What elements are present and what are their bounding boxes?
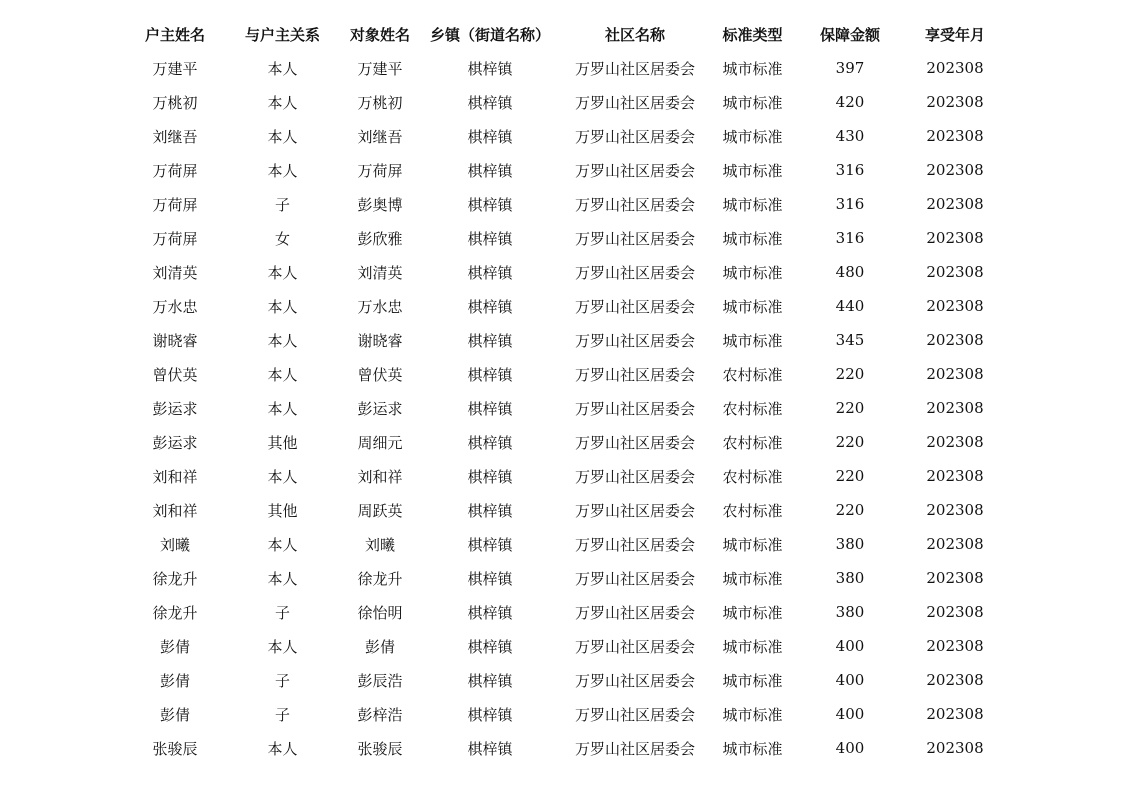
householder-name-cell: 曾伏英 bbox=[152, 365, 198, 384]
town-cell: 棋梓镇 bbox=[467, 297, 513, 316]
householder-name-cell: 徐龙升 bbox=[152, 603, 198, 622]
community-cell: 万罗山社区居委会 bbox=[574, 229, 695, 248]
householder-name-cell: 万荷屏 bbox=[152, 195, 198, 214]
relationship-cell: 子 bbox=[274, 705, 290, 724]
standard-type-cell: 城市标准 bbox=[722, 569, 783, 588]
relationship-cell: 本人 bbox=[267, 93, 298, 112]
recipient-name-cell: 徐龙升 bbox=[357, 569, 403, 588]
householder-name-cell: 万荷屏 bbox=[152, 229, 198, 248]
recipient-name-cell: 万桃初 bbox=[357, 93, 403, 112]
town-cell: 棋梓镇 bbox=[467, 59, 513, 78]
relationship-cell: 其他 bbox=[267, 433, 298, 452]
table-row bbox=[125, 153, 1005, 187]
town-cell: 棋梓镇 bbox=[467, 161, 513, 180]
amount-cell: 316 bbox=[835, 195, 865, 213]
year-month-cell: 202308 bbox=[926, 535, 984, 553]
year-month-cell: 202308 bbox=[926, 705, 984, 723]
standard-type-cell: 城市标准 bbox=[722, 671, 783, 690]
community-cell: 万罗山社区居委会 bbox=[574, 501, 695, 520]
householder-name-cell: 彭运求 bbox=[152, 399, 198, 418]
standard-type-cell: 城市标准 bbox=[722, 705, 783, 724]
year-month-cell: 202308 bbox=[926, 569, 984, 587]
town-cell: 棋梓镇 bbox=[467, 433, 513, 452]
table-row bbox=[125, 731, 1005, 765]
year-month-cell: 202308 bbox=[926, 161, 984, 179]
householder-name-cell: 刘继吾 bbox=[152, 127, 198, 146]
standard-type-cell: 农村标准 bbox=[722, 365, 783, 384]
amount-cell: 400 bbox=[835, 739, 865, 757]
header-amount: 保障金额 bbox=[819, 25, 880, 44]
standard-type-cell: 城市标准 bbox=[722, 637, 783, 656]
community-cell: 万罗山社区居委会 bbox=[574, 365, 695, 384]
householder-name-cell: 彭倩 bbox=[159, 637, 190, 656]
amount-cell: 380 bbox=[835, 535, 865, 553]
table-header bbox=[125, 17, 1005, 51]
year-month-cell: 202308 bbox=[926, 671, 984, 689]
community-cell: 万罗山社区居委会 bbox=[574, 127, 695, 146]
community-cell: 万罗山社区居委会 bbox=[574, 603, 695, 622]
standard-type-cell: 城市标准 bbox=[722, 603, 783, 622]
relationship-cell: 其他 bbox=[267, 501, 298, 520]
amount-cell: 220 bbox=[835, 399, 865, 417]
header-community: 社区名称 bbox=[604, 25, 665, 44]
year-month-cell: 202308 bbox=[926, 501, 984, 519]
recipient-name-cell: 周细元 bbox=[357, 433, 403, 452]
community-cell: 万罗山社区居委会 bbox=[574, 93, 695, 112]
year-month-cell: 202308 bbox=[926, 603, 984, 621]
header-relationship: 与户主关系 bbox=[244, 25, 320, 44]
table-row bbox=[125, 255, 1005, 289]
amount-cell: 400 bbox=[835, 671, 865, 689]
householder-name-cell: 万荷屏 bbox=[152, 161, 198, 180]
year-month-cell: 202308 bbox=[926, 229, 984, 247]
community-cell: 万罗山社区居委会 bbox=[574, 671, 695, 690]
amount-cell: 400 bbox=[835, 637, 865, 655]
town-cell: 棋梓镇 bbox=[467, 637, 513, 656]
householder-name-cell: 刘和祥 bbox=[152, 501, 198, 520]
standard-type-cell: 城市标准 bbox=[722, 161, 783, 180]
table-row bbox=[125, 459, 1005, 493]
year-month-cell: 202308 bbox=[926, 93, 984, 111]
town-cell: 棋梓镇 bbox=[467, 263, 513, 282]
amount-cell: 220 bbox=[835, 501, 865, 519]
standard-type-cell: 城市标准 bbox=[722, 195, 783, 214]
standard-type-cell: 城市标准 bbox=[722, 331, 783, 350]
table-row bbox=[125, 323, 1005, 357]
town-cell: 棋梓镇 bbox=[467, 501, 513, 520]
table-body bbox=[125, 51, 1005, 765]
year-month-cell: 202308 bbox=[926, 365, 984, 383]
year-month-cell: 202308 bbox=[926, 637, 984, 655]
community-cell: 万罗山社区居委会 bbox=[574, 535, 695, 554]
year-month-cell: 202308 bbox=[926, 433, 984, 451]
standard-type-cell: 城市标准 bbox=[722, 127, 783, 146]
relationship-cell: 本人 bbox=[267, 399, 298, 418]
recipient-name-cell: 彭运求 bbox=[357, 399, 403, 418]
amount-cell: 380 bbox=[835, 569, 865, 587]
table-row bbox=[125, 697, 1005, 731]
community-cell: 万罗山社区居委会 bbox=[574, 399, 695, 418]
relationship-cell: 本人 bbox=[267, 59, 298, 78]
amount-cell: 220 bbox=[835, 467, 865, 485]
table-row bbox=[125, 595, 1005, 629]
community-cell: 万罗山社区居委会 bbox=[574, 705, 695, 724]
householder-name-cell: 刘和祥 bbox=[152, 467, 198, 486]
table-row bbox=[125, 187, 1005, 221]
recipient-name-cell: 谢晓睿 bbox=[357, 331, 403, 350]
amount-cell: 420 bbox=[835, 93, 865, 111]
amount-cell: 380 bbox=[835, 603, 865, 621]
amount-cell: 397 bbox=[835, 59, 865, 77]
householder-name-cell: 张骏辰 bbox=[152, 739, 198, 758]
amount-cell: 480 bbox=[835, 263, 865, 281]
year-month-cell: 202308 bbox=[926, 297, 984, 315]
town-cell: 棋梓镇 bbox=[467, 705, 513, 724]
relationship-cell: 本人 bbox=[267, 569, 298, 588]
standard-type-cell: 城市标准 bbox=[722, 739, 783, 758]
community-cell: 万罗山社区居委会 bbox=[574, 195, 695, 214]
year-month-cell: 202308 bbox=[926, 467, 984, 485]
town-cell: 棋梓镇 bbox=[467, 229, 513, 248]
community-cell: 万罗山社区居委会 bbox=[574, 433, 695, 452]
header-year-month: 享受年月 bbox=[924, 25, 985, 44]
community-cell: 万罗山社区居委会 bbox=[574, 161, 695, 180]
recipient-name-cell: 彭奥博 bbox=[357, 195, 403, 214]
year-month-cell: 202308 bbox=[926, 127, 984, 145]
relationship-cell: 本人 bbox=[267, 297, 298, 316]
recipient-name-cell: 周跃英 bbox=[357, 501, 403, 520]
town-cell: 棋梓镇 bbox=[467, 195, 513, 214]
householder-name-cell: 彭运求 bbox=[152, 433, 198, 452]
householder-name-cell: 刘清英 bbox=[152, 263, 198, 282]
householder-name-cell: 徐龙升 bbox=[152, 569, 198, 588]
community-cell: 万罗山社区居委会 bbox=[574, 637, 695, 656]
householder-name-cell: 刘曦 bbox=[159, 535, 190, 554]
relationship-cell: 子 bbox=[274, 195, 290, 214]
standard-type-cell: 城市标准 bbox=[722, 59, 783, 78]
table-row bbox=[125, 493, 1005, 527]
community-cell: 万罗山社区居委会 bbox=[574, 739, 695, 758]
relationship-cell: 本人 bbox=[267, 263, 298, 282]
standard-type-cell: 城市标准 bbox=[722, 93, 783, 112]
header-recipient-name: 对象姓名 bbox=[349, 25, 410, 44]
relationship-cell: 本人 bbox=[267, 161, 298, 180]
year-month-cell: 202308 bbox=[926, 331, 984, 349]
year-month-cell: 202308 bbox=[926, 399, 984, 417]
recipient-name-cell: 徐怡明 bbox=[357, 603, 403, 622]
recipient-name-cell: 彭欣雅 bbox=[357, 229, 403, 248]
recipient-name-cell: 刘和祥 bbox=[357, 467, 403, 486]
recipient-name-cell: 张骏辰 bbox=[357, 739, 403, 758]
town-cell: 棋梓镇 bbox=[467, 365, 513, 384]
town-cell: 棋梓镇 bbox=[467, 603, 513, 622]
table-row bbox=[125, 425, 1005, 459]
table-row bbox=[125, 357, 1005, 391]
householder-name-cell: 万桃初 bbox=[152, 93, 198, 112]
header-standard-type: 标准类型 bbox=[722, 25, 783, 44]
recipient-name-cell: 刘继吾 bbox=[357, 127, 403, 146]
amount-cell: 220 bbox=[835, 433, 865, 451]
town-cell: 棋梓镇 bbox=[467, 331, 513, 350]
town-cell: 棋梓镇 bbox=[467, 569, 513, 588]
year-month-cell: 202308 bbox=[926, 195, 984, 213]
recipient-name-cell: 彭梓浩 bbox=[357, 705, 403, 724]
town-cell: 棋梓镇 bbox=[467, 671, 513, 690]
relationship-cell: 本人 bbox=[267, 331, 298, 350]
standard-type-cell: 城市标准 bbox=[722, 297, 783, 316]
table-row bbox=[125, 221, 1005, 255]
householder-name-cell: 彭倩 bbox=[159, 705, 190, 724]
relationship-cell: 本人 bbox=[267, 535, 298, 554]
table-row bbox=[125, 51, 1005, 85]
standard-type-cell: 农村标准 bbox=[722, 399, 783, 418]
amount-cell: 440 bbox=[835, 297, 865, 315]
standard-type-cell: 农村标准 bbox=[722, 467, 783, 486]
table-row bbox=[125, 663, 1005, 697]
standard-type-cell: 农村标准 bbox=[722, 501, 783, 520]
relationship-cell: 本人 bbox=[267, 467, 298, 486]
town-cell: 棋梓镇 bbox=[467, 93, 513, 112]
table-row bbox=[125, 391, 1005, 425]
householder-name-cell: 万建平 bbox=[152, 59, 198, 78]
relationship-cell: 本人 bbox=[267, 365, 298, 384]
table-row bbox=[125, 119, 1005, 153]
year-month-cell: 202308 bbox=[926, 59, 984, 77]
community-cell: 万罗山社区居委会 bbox=[574, 467, 695, 486]
table-row bbox=[125, 289, 1005, 323]
standard-type-cell: 农村标准 bbox=[722, 433, 783, 452]
householder-name-cell: 万水忠 bbox=[152, 297, 198, 316]
table-row bbox=[125, 629, 1005, 663]
recipient-name-cell: 曾伏英 bbox=[357, 365, 403, 384]
recipient-name-cell: 彭倩 bbox=[364, 637, 395, 656]
householder-name-cell: 彭倩 bbox=[159, 671, 190, 690]
community-cell: 万罗山社区居委会 bbox=[574, 569, 695, 588]
amount-cell: 220 bbox=[835, 365, 865, 383]
recipient-name-cell: 万建平 bbox=[357, 59, 403, 78]
community-cell: 万罗山社区居委会 bbox=[574, 331, 695, 350]
subsidy-table bbox=[125, 17, 1005, 765]
relationship-cell: 本人 bbox=[267, 739, 298, 758]
householder-name-cell: 谢晓睿 bbox=[152, 331, 198, 350]
standard-type-cell: 城市标准 bbox=[722, 229, 783, 248]
recipient-name-cell: 万水忠 bbox=[357, 297, 403, 316]
header-row bbox=[125, 17, 1005, 51]
header-town: 乡镇（街道名称） bbox=[429, 25, 550, 44]
recipient-name-cell: 彭辰浩 bbox=[357, 671, 403, 690]
recipient-name-cell: 万荷屏 bbox=[357, 161, 403, 180]
relationship-cell: 子 bbox=[274, 671, 290, 690]
standard-type-cell: 城市标准 bbox=[722, 535, 783, 554]
town-cell: 棋梓镇 bbox=[467, 399, 513, 418]
community-cell: 万罗山社区居委会 bbox=[574, 263, 695, 282]
town-cell: 棋梓镇 bbox=[467, 127, 513, 146]
town-cell: 棋梓镇 bbox=[467, 739, 513, 758]
header-householder-name: 户主姓名 bbox=[144, 25, 205, 44]
amount-cell: 316 bbox=[835, 229, 865, 247]
recipient-name-cell: 刘曦 bbox=[364, 535, 395, 554]
table-row bbox=[125, 561, 1005, 595]
amount-cell: 345 bbox=[835, 331, 865, 349]
relationship-cell: 女 bbox=[274, 229, 290, 248]
relationship-cell: 子 bbox=[274, 603, 290, 622]
recipient-name-cell: 刘清英 bbox=[357, 263, 403, 282]
relationship-cell: 本人 bbox=[267, 637, 298, 656]
town-cell: 棋梓镇 bbox=[467, 535, 513, 554]
year-month-cell: 202308 bbox=[926, 739, 984, 757]
standard-type-cell: 城市标准 bbox=[722, 263, 783, 282]
town-cell: 棋梓镇 bbox=[467, 467, 513, 486]
year-month-cell: 202308 bbox=[926, 263, 984, 281]
table-row bbox=[125, 85, 1005, 119]
community-cell: 万罗山社区居委会 bbox=[574, 297, 695, 316]
table-row bbox=[125, 527, 1005, 561]
community-cell: 万罗山社区居委会 bbox=[574, 59, 695, 78]
amount-cell: 316 bbox=[835, 161, 865, 179]
amount-cell: 430 bbox=[835, 127, 865, 145]
amount-cell: 400 bbox=[835, 705, 865, 723]
relationship-cell: 本人 bbox=[267, 127, 298, 146]
